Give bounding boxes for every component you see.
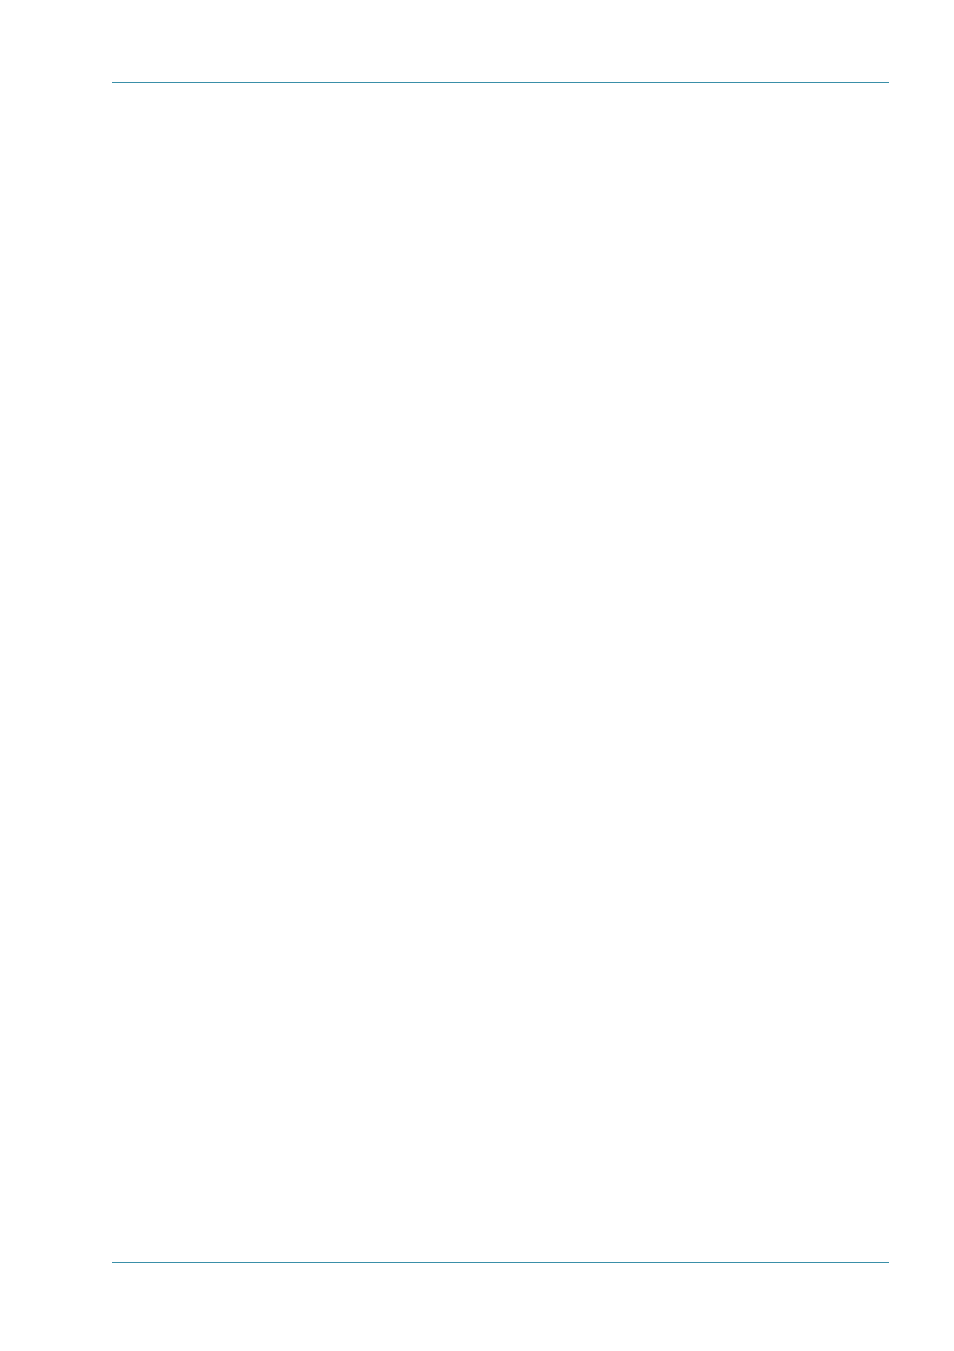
footer-rule (112, 1262, 889, 1263)
header-rule (112, 82, 889, 83)
